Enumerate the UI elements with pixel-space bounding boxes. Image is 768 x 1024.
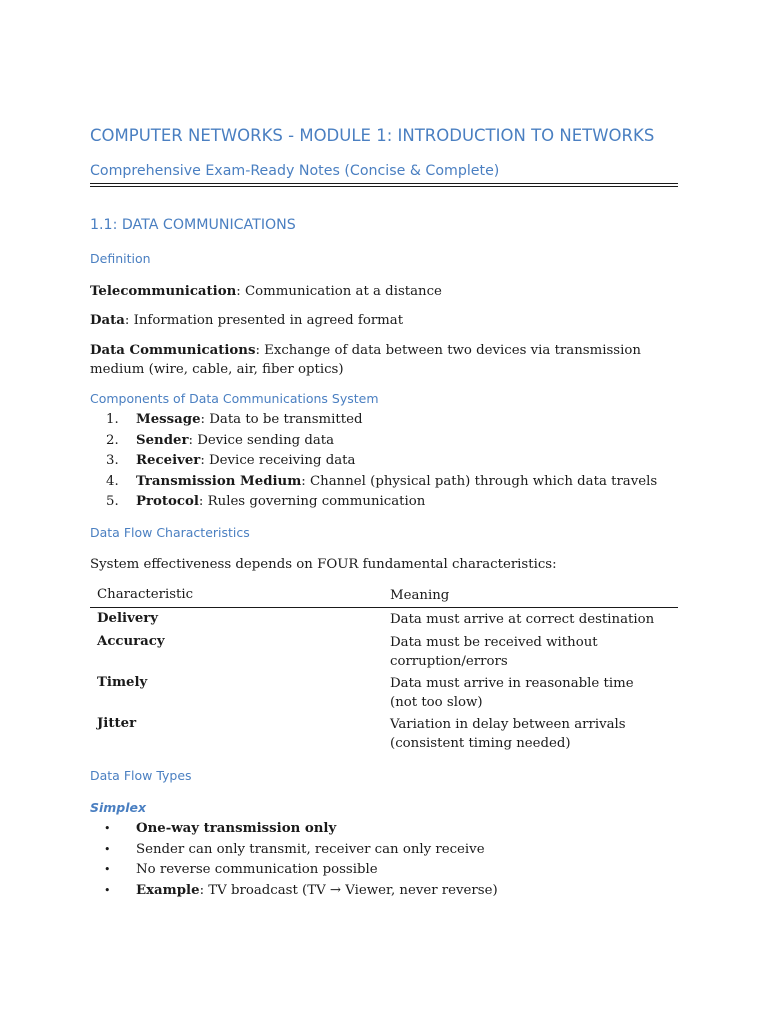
- flow-types-heading: Data Flow Types: [90, 768, 192, 783]
- table-cell-meaning: Variation in delay between arrivals (consistent timing needed): [390, 717, 626, 751]
- list-number: 5.: [106, 494, 119, 509]
- components-list: [90, 410, 657, 513]
- list-item: [90, 881, 498, 902]
- component-text: : Rules governing communication: [198, 494, 426, 509]
- list-item: [90, 472, 657, 493]
- definition-paragraph: [90, 311, 680, 330]
- list-item: [90, 451, 657, 472]
- flow-characteristics-intro: System effectiveness depends on FOUR fundamental characteristics:: [90, 557, 557, 572]
- list-item: [90, 840, 498, 861]
- component-term: Protocol: [136, 494, 199, 509]
- document-title: COMPUTER NETWORKS - MODULE 1: INTRODUCTION TO NETWORKS: [90, 126, 655, 145]
- table-cell-characteristic: Jitter: [97, 716, 137, 731]
- component-term: Receiver: [136, 453, 201, 468]
- list-item: [90, 860, 498, 881]
- bullet-text: No reverse communication possible: [136, 862, 378, 877]
- definition-text: : Information presented in agreed format: [124, 313, 404, 328]
- list-item: [90, 431, 657, 452]
- section-heading: 1.1: DATA COMMUNICATIONS: [90, 217, 296, 233]
- component-text: : Data to be transmitted: [200, 412, 363, 427]
- bullet-icon: •: [104, 822, 111, 835]
- list-item: [90, 819, 498, 840]
- bullet-icon: •: [104, 883, 111, 897]
- list-number: 3.: [106, 453, 119, 468]
- bullet-icon: •: [104, 863, 111, 876]
- table-row: [90, 634, 678, 675]
- bullet-text: : TV broadcast (TV → Viewer, never reverse): [199, 882, 498, 898]
- definition-paragraph: [90, 282, 680, 301]
- definition-heading: Definition: [90, 251, 151, 266]
- table-cell-meaning: Data must arrive at correct destination: [390, 612, 655, 627]
- bullet-text: Sender can only transmit, receiver can only receive: [136, 841, 485, 857]
- table-row: [90, 611, 678, 634]
- component-text: : Device receiving data: [200, 453, 356, 468]
- component-term: Transmission Medium: [136, 473, 302, 489]
- list-number: 4.: [106, 473, 119, 489]
- definition-paragraph: [90, 341, 680, 379]
- definition-term: Telecommunication: [90, 284, 237, 299]
- table-header-cell: Meaning: [390, 588, 450, 603]
- components-heading: Components of Data Communications System: [90, 391, 379, 406]
- simplex-list: [90, 819, 498, 901]
- bullet-bold-text: Example: [136, 882, 200, 898]
- list-number: 1.: [106, 412, 119, 427]
- table-header-row: [90, 585, 678, 608]
- component-text: : Channel (physical path) through which data travels: [301, 473, 658, 489]
- list-item: [90, 492, 657, 513]
- bullet-bold-text: One-way transmission only: [136, 821, 337, 836]
- characteristics-table: [90, 585, 678, 757]
- flow-characteristics-heading: Data Flow Characteristics: [90, 525, 250, 540]
- document-subtitle: Comprehensive Exam-Ready Notes (Concise & Complete): [90, 163, 500, 179]
- definition-term: Data Communications: [90, 343, 256, 358]
- simplex-heading: Simplex: [90, 800, 147, 815]
- table-row: [90, 716, 678, 757]
- definition-text: : Communication at a distance: [236, 284, 442, 299]
- table-cell-characteristic: Accuracy: [97, 634, 165, 649]
- table-cell-meaning: Data must arrive in reasonable time (not too slow): [390, 676, 634, 710]
- definition-term: Data: [90, 313, 125, 328]
- bullet-icon: •: [104, 842, 111, 856]
- component-term: Sender: [136, 432, 189, 448]
- definition-text: : Exchange of data between two devices via transmission medium (wire, cable, air, fiber optics): [90, 343, 641, 377]
- list-number: 2.: [106, 432, 119, 448]
- title-divider: [90, 183, 678, 187]
- table-row: [90, 675, 678, 716]
- table-header-cell: Characteristic: [97, 587, 194, 602]
- component-term: Message: [136, 412, 201, 427]
- table-cell-meaning: Data must be received without corruption/errors: [390, 635, 598, 669]
- table-cell-characteristic: Timely: [97, 675, 148, 690]
- table-cell-characteristic: Delivery: [97, 611, 159, 626]
- list-item: [90, 410, 657, 431]
- component-text: : Device sending data: [188, 432, 335, 448]
